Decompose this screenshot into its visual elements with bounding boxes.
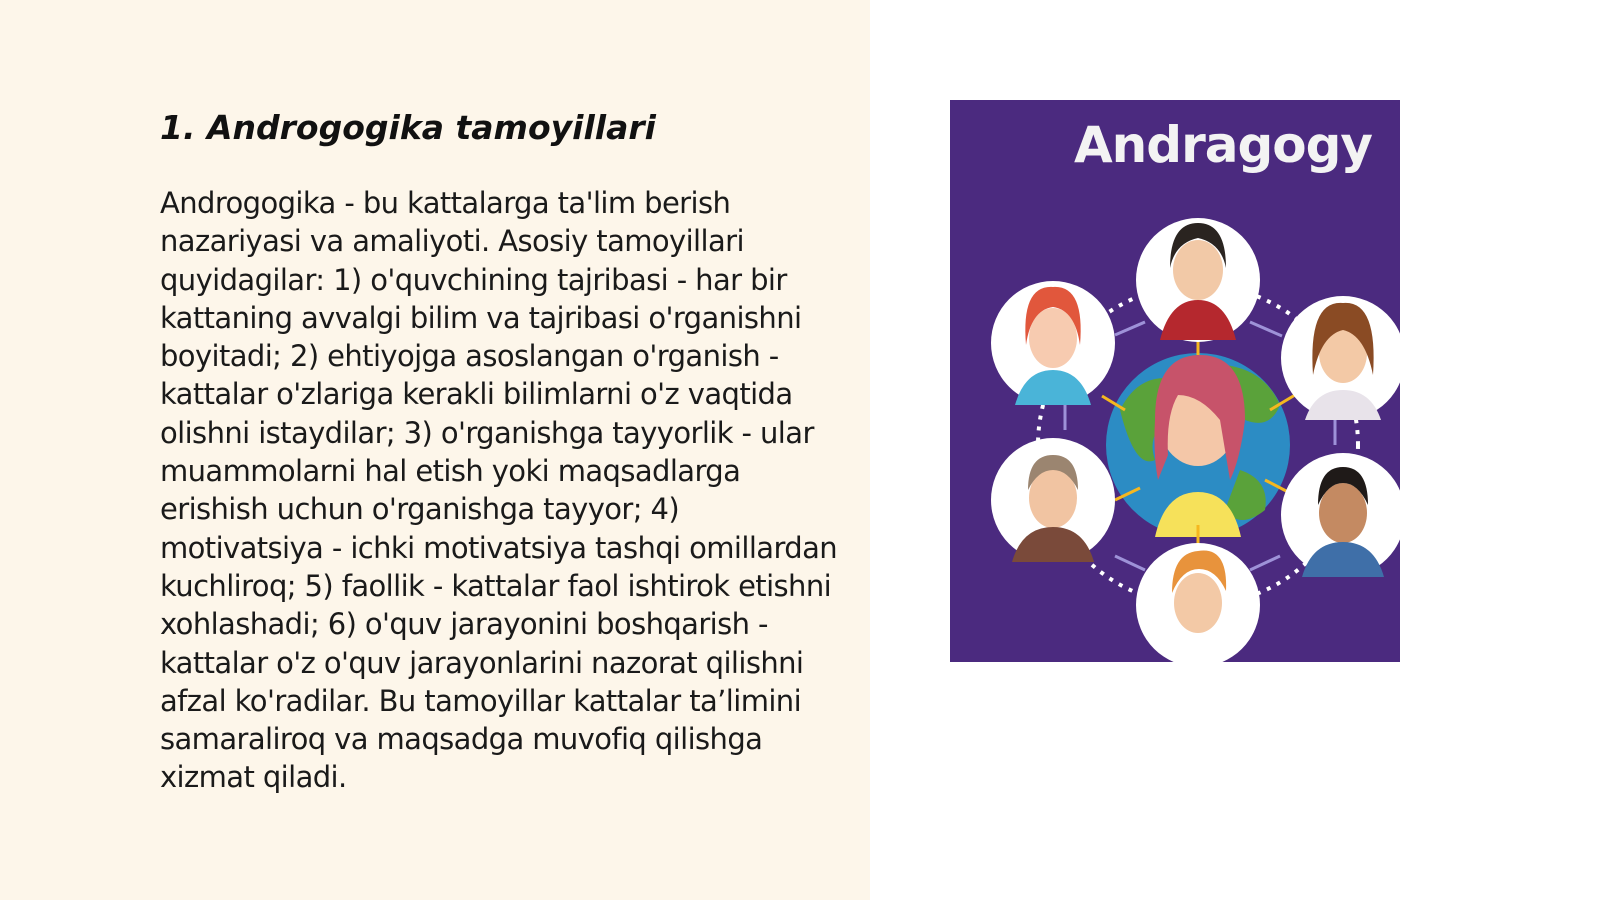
slide-body-text: Androgogika - bu kattalarga ta'lim berish nazariyasi va amaliyoti. Asosiy tamoyillari quyidagilar: 1) o'quvchining tajribasi - har bir kattaning avvalgi bilim va tajribasi o'rganishni boyitadi; 2) ehtiyojga asoslangan o'rganish - kattalar o'zlariga kerakli bilimlarni o'z vaqtida olishni istaydilar; 3) o'rganishga tayyorlik - ular muammolarni hal etish yoki maqsadlarga erishish uchun o'rganishga tayyor; 4) motivatsiya - ichki motivatsiya tashqi omillardan kuchliroq; 5) faollik - kattalar faol ishtirok etishni xohlashadi; 6) o'quv jarayonini boshqarish - kattalar o'z o'quv jarayonlarini nazorat qilishni afzal ko'radilar. Bu tamoyillar kattalar ta’limini samaraliroq va maqsadga muvofiq qilishga xizmat qiladi. (160, 186, 838, 795)
slide-title: 1. Androgogika tamoyillari (160, 108, 656, 147)
avatar-right-bottom (1281, 453, 1400, 577)
illustration-title: Andragogy (1073, 116, 1372, 174)
andragogy-diagram (950, 100, 1400, 662)
avatar-top (1136, 218, 1260, 342)
avatar-left-bottom (991, 438, 1115, 562)
globe-center (1106, 353, 1290, 537)
avatar-left-top (991, 281, 1115, 405)
andragogy-illustration (950, 100, 1400, 662)
avatar-right-top (1281, 296, 1400, 420)
avatar-bottom (1136, 543, 1260, 662)
